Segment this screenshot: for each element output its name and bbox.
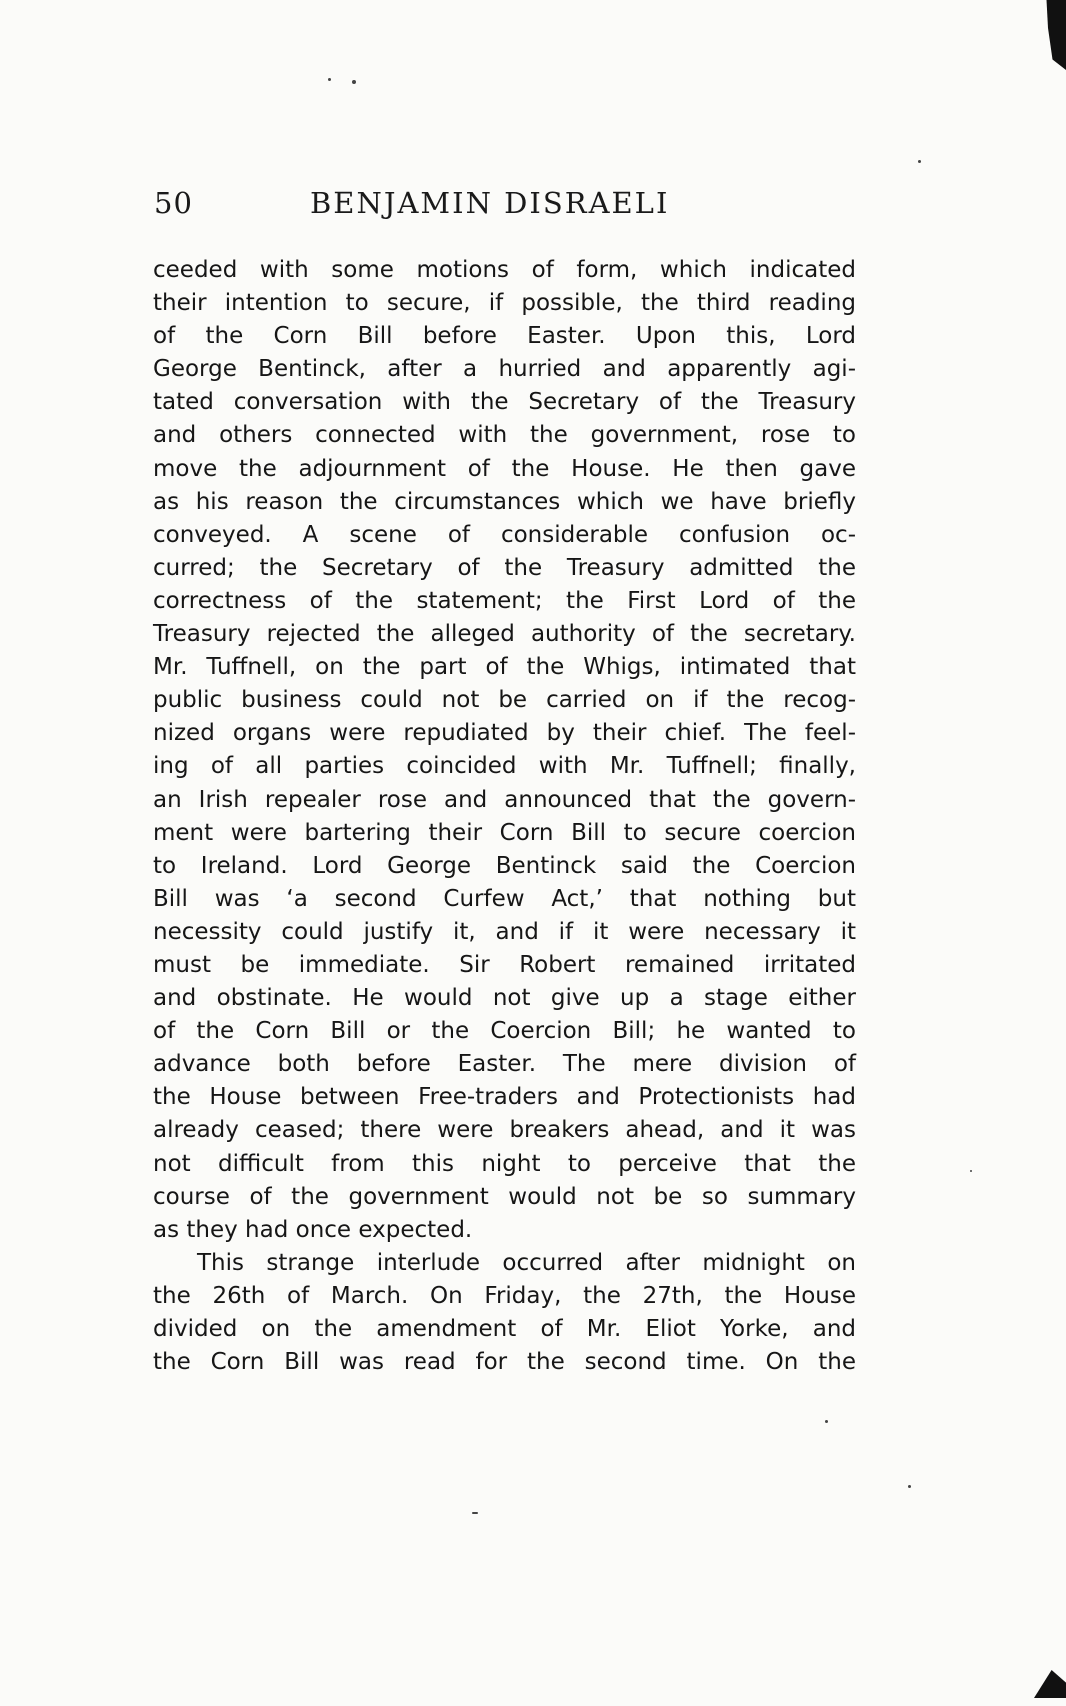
text-line: ment were bartering their Corn Bill to secure coercion xyxy=(153,819,856,846)
page-number: 50 xyxy=(154,186,193,220)
text-line: their intention to secure, if possible, the third reading xyxy=(153,290,856,317)
scan-speck xyxy=(908,1485,911,1488)
text-line: nized organs were repudiated by their chief. The feel- xyxy=(153,720,856,747)
text-line: conveyed. A scene of considerable confusion oc- xyxy=(153,521,856,548)
text-line: course of the government would not be so summary xyxy=(153,1183,856,1210)
text-line: and others connected with the government, rose to xyxy=(153,422,856,449)
text-line: advance both before Easter. The mere division of xyxy=(153,1051,856,1078)
text-line: necessity could justify it, and if it were necessary it xyxy=(153,918,856,945)
text-line: divided on the amendment of Mr. Eliot Yorke, and xyxy=(153,1316,856,1342)
text-line: an Irish repealer rose and announced that the govern- xyxy=(153,786,856,813)
scan-speck xyxy=(352,80,356,84)
text-line: of the Corn Bill or the Coercion Bill; he wanted to xyxy=(153,1018,856,1045)
text-line: Mr. Tuffnell, on the part of the Whigs, intimated that xyxy=(153,654,856,681)
text-line: already ceased; there were breakers ahead, and it was xyxy=(153,1117,856,1144)
text-line: public business could not be carried on if the recog- xyxy=(153,687,856,714)
text-line: the Corn Bill was read for the second time. On the xyxy=(153,1349,856,1376)
scan-speck xyxy=(472,1512,478,1514)
paragraph xyxy=(153,254,856,1247)
text-line: as they had once expected. xyxy=(153,1216,473,1243)
text-line: of the Corn Bill before Easter. Upon this, Lord xyxy=(153,323,856,350)
text-line: and obstinate. He would not give up a stage either xyxy=(153,985,856,1012)
scan-speck xyxy=(970,1170,972,1172)
scan-speck xyxy=(825,1420,828,1423)
text-line: as his reason the circumstances which we have briefly xyxy=(153,488,856,515)
text-line: curred; the Secretary of the Treasury admitted the xyxy=(153,554,856,581)
scan-speck xyxy=(918,160,921,163)
text-line: to Ireland. Lord George Bentinck said the Coercion xyxy=(153,852,856,879)
text-line: not difficult from this night to perceive that the xyxy=(153,1150,856,1177)
scan-edge-mark xyxy=(1036,0,1066,70)
text-line: the 26th of March. On Friday, the 27th, the House xyxy=(153,1282,856,1309)
paragraph xyxy=(153,1247,856,1379)
text-line: George Bentinck, after a hurried and apparently agi- xyxy=(153,356,856,383)
text-line: tated conversation with the Secretary of the Treasury xyxy=(153,389,856,416)
text-line: This strange interlude occurred after midnight on xyxy=(197,1249,856,1276)
text-line: ing of all parties coincided with Mr. Tuffnell; finally, xyxy=(153,753,856,780)
body-text xyxy=(153,254,856,1379)
text-line: must be immediate. Sir Robert remained irritated xyxy=(153,951,856,978)
running-title: BENJAMIN DISRAELI xyxy=(310,186,670,220)
text-line: ceeded with some motions of form, which indicated xyxy=(153,257,856,283)
text-line: Treasury rejected the alleged authority of the secretary. xyxy=(153,621,856,648)
text-line: correctness of the statement; the First Lord of the xyxy=(153,587,856,614)
scan-corner-mark xyxy=(1034,1670,1066,1698)
page-header xyxy=(150,186,856,228)
scan-speck xyxy=(328,78,331,81)
text-line: the House between Free-traders and Protectionists had xyxy=(153,1084,856,1111)
text-line: Bill was ‘a second Curfew Act,’ that nothing but xyxy=(153,885,856,912)
text-line: move the adjournment of the House. He then gave xyxy=(153,455,856,482)
